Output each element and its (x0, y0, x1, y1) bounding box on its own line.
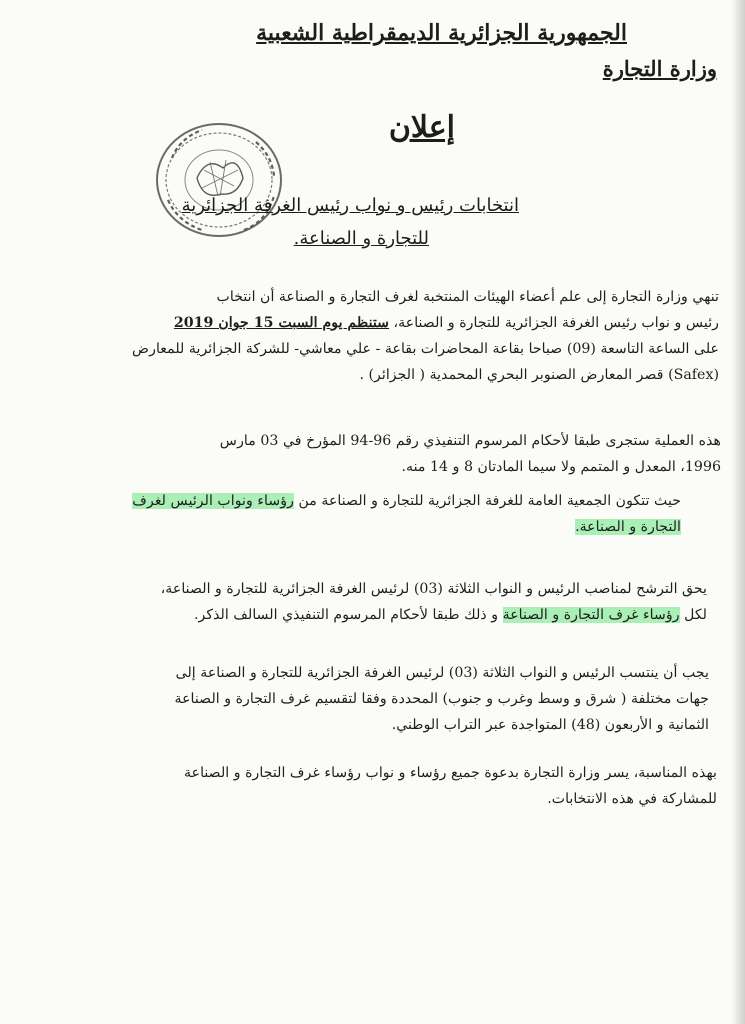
paragraph-legal-basis (201, 428, 721, 480)
paragraph-regions (141, 660, 709, 738)
paragraph-text: لكل (679, 607, 707, 623)
paragraph-invitation (142, 760, 717, 812)
paragraph-line: يحق الترشح لمناصب الرئيس و النواب الثلاثة (03) لرئيس الغرفة الجزائرية للتجارة و الصناعة، (160, 581, 707, 597)
paragraph-text: حيث تتكون الجمعية العامة للغرفة الجزائرية للتجارة و الصناعة من (293, 493, 681, 509)
scan-edge-shadow (731, 0, 745, 1024)
republic-header: الجمهورية الجزائرية الديمقراطية الشعبية (256, 20, 627, 46)
paragraph-line: بهذه المناسبة، يسر وزارة التجارة بدعوة جميع رؤساء و نواب رؤساء غرف التجارة و الصناعة (184, 765, 717, 781)
paragraph-line: هذه العملية ستجرى طبقا لأحكام المرسوم التنفيذي رقم 96-94 المؤرخ في 03 مارس (219, 433, 721, 449)
paragraph-general-assembly (132, 488, 681, 540)
paragraph-line: الثمانية و الأربعون (48) المتواجدة عبر التراب الوطني. (391, 717, 709, 733)
paragraph-line: للمشاركة في هذه الانتخابات. (547, 791, 717, 807)
highlighted-text: التجارة و الصناعة. (575, 519, 681, 535)
highlighted-text: رؤساء ونواب الرئيس لغرف (132, 493, 294, 509)
paragraph-line: (Safex) قصر المعارض الصنوبر البحري المحمدية ( الجزائر) . (359, 367, 719, 383)
paragraph-text: رئيس و نواب رئيس الغرفة الجزائرية للتجارة و الصناعة، (389, 315, 719, 331)
paragraph-election-notice (131, 284, 719, 388)
highlighted-text: رؤساء غرف التجارة و الصناعة (502, 607, 680, 623)
election-subtitle-line1: انتخابات رئيس و نواب رئيس الغرفة الجزائرية (181, 195, 519, 216)
official-seal-icon (152, 118, 286, 242)
paragraph-candidacy (142, 576, 707, 628)
paragraph-line (151, 514, 681, 540)
announcement-title: إعلان (388, 110, 455, 145)
election-date: ستنظم يوم السبت 15 جوان 2019 (173, 315, 390, 331)
paragraph-text: و ذلك طبقا لأحكام المرسوم التنفيذي السالف الذكر. (194, 607, 503, 623)
paragraph-line (132, 488, 681, 514)
paragraph-line: 1996، المعدل و المتمم ولا سيما المادتان 8 و 14 منه. (401, 459, 721, 475)
paragraph-line: تنهي وزارة التجارة إلى علم أعضاء الهيئات المنتخبة لغرف التجارة و الصناعة أن انتخاب (216, 289, 719, 305)
paragraph-line: يجب أن ينتسب الرئيس و النواب الثلاثة (03) لرئيس الغرفة الجزائرية للتجارة و الصناعة إلى (175, 665, 709, 681)
paragraph-line: على الساعة التاسعة (09) صباحا بقاعة المحاضرات بقاعة - علي معاشي- للشركة الجزائرية للمعارض (131, 341, 719, 357)
paragraph-line (174, 310, 719, 336)
ministry-name: وزارة التجارة (602, 56, 717, 81)
election-subtitle-line2: للتجارة و الصناعة. (293, 228, 429, 249)
paragraph-line (142, 602, 707, 628)
paragraph-line: جهات مختلفة ( شرق و وسط وغرب و جنوب) المحددة وفقا لتقسيم غرف التجارة و الصناعة (174, 691, 709, 707)
